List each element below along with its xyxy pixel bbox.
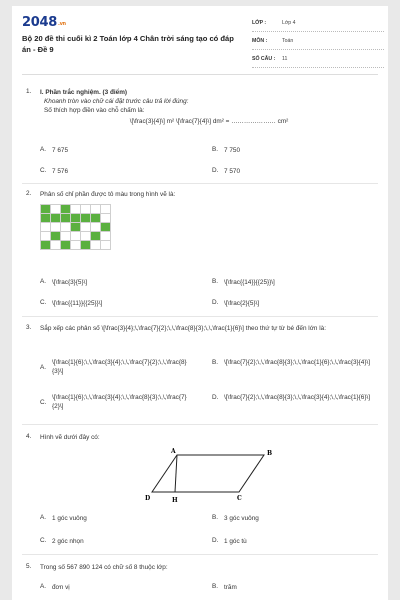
grid-cell-shaded — [51, 232, 61, 241]
vertex-label-c: C — [237, 495, 242, 502]
option-text: 7 750 — [224, 147, 240, 154]
grid-cell-shaded — [51, 214, 61, 223]
option-d[interactable] — [212, 537, 247, 546]
page-title: Bộ 20 đề thi cuối kì 2 Toán lớp 4 Chân trời sáng tạo có đáp án - Đề 9 — [22, 34, 234, 54]
grid-cell-shaded — [91, 232, 101, 241]
grid-cell — [61, 232, 71, 241]
option-a[interactable] — [40, 583, 70, 592]
question-prompt: Phân số chỉ phần được tô màu trong hình vẽ là: — [40, 191, 176, 198]
option-b[interactable] — [212, 514, 259, 523]
option-c[interactable] — [40, 299, 102, 308]
question-body — [40, 88, 378, 126]
grid-cell-shaded — [61, 205, 71, 214]
meta-row-count — [252, 50, 384, 68]
option-text: \[\frac{7}{2};\,\,\frac{8}{3};\,\,\frac{1}{6};\,\,\frac{3}{4}\] — [224, 359, 371, 366]
question-number: 3. — [26, 324, 32, 331]
option-label: C. — [40, 537, 47, 544]
grid-cell-shaded — [41, 205, 51, 214]
grid-cell-shaded — [91, 214, 101, 223]
option-label: C. — [40, 299, 47, 306]
option-b[interactable] — [212, 278, 275, 287]
option-label: A. — [40, 146, 47, 153]
instruction: Khoanh tròn vào chữ cái đặt trước câu trả lời đúng: — [44, 98, 189, 105]
option-label: C. — [40, 167, 47, 174]
option-text: đơn vị — [52, 584, 70, 591]
section-title: I. Phần trắc nghiệm. (3 điểm) — [40, 89, 128, 96]
grid-cell — [101, 232, 111, 241]
option-label: A. — [40, 514, 47, 521]
option-text: \[\frac{1}{6};\,\,\frac{3}{4};\,\,\frac{7}{2};\,\,\frac{8}{3}\] — [52, 359, 187, 375]
grid-row — [41, 223, 111, 232]
question-prompt: Sắp xếp các phân số \[\frac{3}{4};\,\frac{7}{2};\,\,\frac{8}{3};\,\,\frac{1}{6}\] theo thứ tự từ bé đến lớn là: — [40, 325, 326, 332]
question-number: 2. — [26, 190, 32, 197]
option-c[interactable] — [40, 537, 84, 546]
meta-row-grade — [252, 14, 384, 32]
option-text: \[\frac{{14}}{{25}}\] — [224, 279, 275, 286]
option-d[interactable] — [212, 167, 240, 176]
grid-cell-shaded — [41, 214, 51, 223]
grid-cell — [101, 205, 111, 214]
option-label: D. — [212, 537, 219, 544]
grid-cell — [81, 223, 91, 232]
logo-text: 2048 — [22, 15, 57, 30]
option-text: 3 góc vuông — [224, 515, 259, 522]
meta-value: Lớp 4 — [282, 19, 296, 26]
option-text: 7 576 — [52, 168, 68, 175]
question-divider — [22, 316, 378, 317]
question-number: 4. — [26, 433, 32, 440]
meta-row-subject — [252, 32, 384, 50]
logo-suffix: .vn — [57, 21, 66, 27]
site-logo[interactable] — [22, 15, 66, 30]
option-label: D. — [212, 394, 219, 401]
option-text: \[\frac{2}{5}\] — [224, 300, 260, 307]
option-label: B. — [212, 278, 219, 285]
vertex-label-h: H — [172, 497, 178, 504]
option-b[interactable] — [212, 583, 237, 592]
option-label: A. — [40, 278, 47, 285]
header-divider — [22, 74, 378, 75]
option-label: B. — [212, 514, 219, 521]
question-number: 1. — [26, 88, 32, 95]
grid-row — [41, 241, 111, 250]
grid-cell — [91, 223, 101, 232]
grid-row — [41, 214, 111, 223]
grid-cell — [71, 241, 81, 250]
grid-cell-shaded — [71, 223, 81, 232]
grid-row — [41, 232, 111, 241]
option-text: 7 570 — [224, 168, 240, 175]
option-d[interactable] — [212, 393, 372, 402]
meta-key: LỚP : — [252, 19, 267, 26]
grid-cell-shaded — [81, 214, 91, 223]
grid-cell-shaded — [81, 241, 91, 250]
equation: \[\frac{3}{4}\] m² \[\frac{7}{4}\] dm² = ………………… cm² — [129, 118, 289, 125]
option-a[interactable] — [40, 514, 87, 523]
grid-cell — [81, 232, 91, 241]
option-label: B. — [212, 359, 219, 366]
grid-cell — [41, 232, 51, 241]
meta-value: 11 — [282, 55, 288, 62]
option-c[interactable] — [40, 167, 68, 176]
grid-cell — [81, 205, 91, 214]
grid-cell-shaded — [41, 241, 51, 250]
grid-cell-shaded — [71, 214, 81, 223]
grid-cell — [71, 205, 81, 214]
grid-cell — [101, 214, 111, 223]
option-a[interactable] — [40, 278, 87, 287]
grid-cell — [61, 223, 71, 232]
option-text: 1 góc tù — [224, 538, 247, 545]
vertex-label-d: D — [145, 495, 151, 502]
option-text: \[\frac{{11}}{{25}}\] — [52, 300, 103, 307]
grid-row — [41, 205, 111, 214]
grid-cell — [51, 205, 61, 214]
grid-cell-shaded — [61, 241, 71, 250]
parallelogram-figure — [142, 444, 277, 506]
question-divider — [22, 554, 378, 555]
vertex-label-b: B — [267, 450, 273, 457]
question-prompt: Số thích hợp điền vào chỗ chấm là: — [44, 107, 145, 114]
question-prompt: Hình vẽ dưới đây có: — [40, 434, 100, 441]
option-label: A. — [40, 363, 47, 371]
grid-cell — [51, 223, 61, 232]
option-d[interactable] — [212, 299, 259, 308]
option-b[interactable] — [212, 358, 372, 367]
grid-cell — [101, 241, 111, 250]
question-divider — [22, 183, 378, 184]
exam-meta — [252, 14, 384, 68]
meta-key: MÔN : — [252, 37, 268, 44]
option-text: 1 góc vuông — [52, 515, 87, 522]
option-c[interactable] — [40, 393, 190, 411]
option-label: D. — [212, 167, 219, 174]
exam-page — [12, 6, 388, 600]
option-text: \[\frac{1}{6};\,\,\frac{3}{4};\,\,\frac{8}{3};\,\,\frac{7}{2}\] — [52, 394, 187, 410]
question-divider — [22, 424, 378, 425]
option-a[interactable] — [40, 146, 68, 155]
option-b[interactable] — [212, 146, 240, 155]
grid-cell — [41, 223, 51, 232]
option-text: 2 góc nhọn — [52, 538, 84, 545]
option-text: \[\frac{7}{2};\,\,\frac{8}{3};\,\,\frac{3}{4};\,\,\frac{1}{6}\] — [224, 394, 371, 401]
grid-cell-shaded — [61, 214, 71, 223]
question-prompt: Trong số 567 890 124 có chữ số 8 thuộc lớp: — [40, 564, 168, 571]
shaded-grid-figure — [40, 204, 111, 250]
grid-cell — [91, 205, 101, 214]
option-text: trăm — [224, 584, 237, 591]
option-label: B. — [212, 146, 219, 153]
parallelogram-shape — [152, 455, 264, 492]
grid-cell — [71, 232, 81, 241]
meta-value: Toán — [282, 37, 294, 44]
option-label: B. — [212, 583, 219, 590]
vertex-label-a: A — [171, 448, 176, 455]
grid-cell-shaded — [101, 223, 111, 232]
option-a[interactable] — [40, 358, 190, 376]
grid-cell — [91, 241, 101, 250]
question-number: 5. — [26, 563, 32, 570]
option-text: 7 675 — [52, 147, 68, 154]
grid-cell — [51, 241, 61, 250]
option-label: C. — [40, 398, 47, 406]
option-label: A. — [40, 583, 47, 590]
option-label: D. — [212, 299, 219, 306]
height-line — [175, 455, 177, 492]
meta-key: SỐ CÂU : — [252, 55, 276, 62]
option-text: \[\frac{3}{5}\] — [52, 279, 88, 286]
